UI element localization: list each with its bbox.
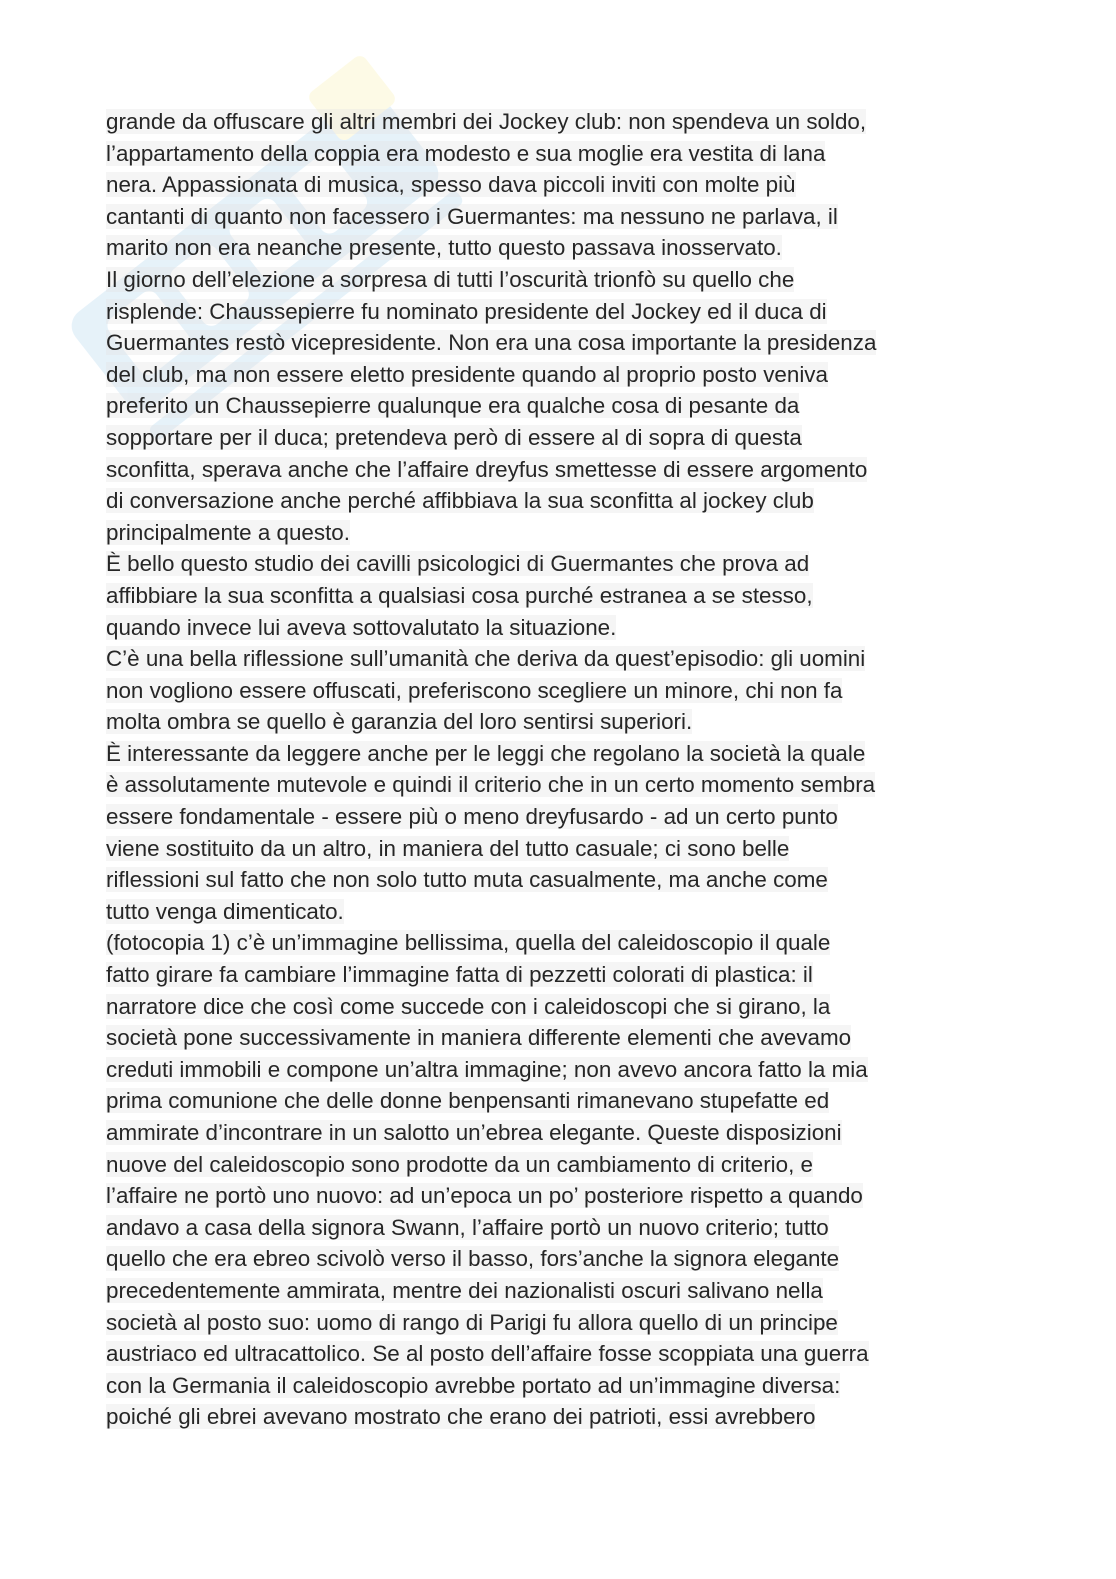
text-line-content: poiché gli ebrei avevano mostrato che erano dei patrioti, essi avrebbero [106, 1404, 816, 1430]
text-line-content: risplende: Chaussepierre fu nominato presidente del Jockey ed il duca di [106, 298, 827, 324]
text-line-content: fatto girare fa cambiare l’immagine fatta di pezzetti colorati di plastica: il [106, 962, 813, 988]
text-line [106, 1085, 1016, 1117]
text-line [106, 1180, 1016, 1212]
text-line [106, 201, 1016, 233]
text-line [106, 959, 1016, 991]
text-line [106, 422, 1016, 454]
text-line [106, 1338, 1016, 1370]
text-line [106, 991, 1016, 1023]
text-line-content: È interessante da leggere anche per le leggi che regolano la società la quale [106, 740, 866, 766]
text-line [106, 1054, 1016, 1086]
text-line-content: preferito un Chaussepierre qualunque era qualche cosa di pesante da [106, 393, 800, 419]
text-line [106, 390, 1016, 422]
text-line [106, 138, 1016, 170]
text-line-content: grande da offuscare gli altri membri dei Jockey club: non spendeva un soldo, [106, 109, 867, 134]
text-line [106, 801, 1016, 833]
text-line-content: nuove del caleidoscopio sono prodotte da un cambiamento di criterio, e [106, 1151, 813, 1177]
text-line [106, 706, 1016, 738]
text-line-content: sopportare per il duca; pretendeva però di essere al di sopra di questa [106, 424, 802, 450]
text-line-content: marito non era neanche presente, tutto questo passava inosservato. [106, 235, 782, 261]
text-line [106, 327, 1016, 359]
text-line-content: quello che era ebreo scivolò verso il basso, fors’anche la signora elegante [106, 1246, 840, 1272]
text-line-content: cantanti di quanto non facessero i Guermantes: ma nessuno ne parlava, il [106, 203, 838, 229]
text-line [106, 1212, 1016, 1244]
text-line-content: C’è una bella riflessione sull’umanità che deriva da quest’episodio: gli uomini [106, 646, 866, 672]
text-line-content: andavo a casa della signora Swann, l’affaire portò un nuovo criterio; tutto [106, 1214, 829, 1240]
text-line-content: tutto venga dimenticato. [106, 898, 344, 924]
text-line [106, 864, 1016, 896]
text-line-content: narratore dice che così come succede con i caleidoscopi che si girano, la [106, 993, 831, 1019]
text-line [106, 612, 1016, 644]
text-line-content: l’affaire ne portò uno nuovo: ad un’epoca un po’ posteriore rispetto a quando [106, 1183, 863, 1209]
text-line-content: (fotocopia 1) c’è un’immagine bellissima, quella del caleidoscopio il quale [106, 930, 831, 956]
text-line [106, 1307, 1016, 1339]
text-line-content: viene sostituito da un altro, in maniera del tutto casuale; ci sono belle [106, 835, 790, 861]
text-line-content: precedentemente ammirata, mentre dei nazionalisti oscuri salivano nella [106, 1277, 823, 1303]
text-line [106, 264, 1016, 296]
text-line-content: affibbiare la sua sconfitta a qualsiasi cosa purché estranea a se stesso, [106, 582, 813, 608]
text-line [106, 359, 1016, 391]
text-line [106, 517, 1016, 549]
text-line [106, 1370, 1016, 1402]
text-line [106, 927, 1016, 959]
text-line-content: di conversazione anche perché affibbiava la sua sconfitta al jockey club [106, 488, 814, 514]
text-line [106, 769, 1016, 801]
text-line-content: società al posto suo: uomo di rango di Parigi fu allora quello di un principe [106, 1309, 838, 1335]
text-line [106, 738, 1016, 770]
text-line [106, 896, 1016, 928]
text-line [106, 454, 1016, 486]
text-line [106, 1149, 1016, 1181]
text-line [106, 1275, 1016, 1307]
text-line-content: prima comunione che delle donne benpensanti rimanevano stupefatte ed [106, 1088, 830, 1114]
text-line-content: essere fondamentale - essere più o meno dreyfusardo - ad un certo punto [106, 804, 838, 830]
text-line [106, 675, 1016, 707]
text-line-content: creduti immobili e compone un’altra immagine; non avevo ancora fatto la mia [106, 1056, 868, 1082]
text-line-content: con la Germania il caleidoscopio avrebbe portato ad un’immagine diversa: [106, 1372, 841, 1398]
text-line-content: sconfitta, sperava anche che l’affaire dreyfus smettesse di essere argomento [106, 456, 868, 482]
text-line-content: società pone successivamente in maniera differente elementi che avevamo [106, 1025, 852, 1051]
text-line-content: riflessioni sul fatto che non solo tutto muta casualmente, ma anche come [106, 867, 828, 893]
text-line-content: quando invece lui aveva sottovalutato la situazione. [106, 614, 617, 640]
text-line-content: molta ombra se quello è garanzia del loro sentirsi superiori. [106, 709, 693, 735]
text-line [106, 232, 1016, 264]
text-line [106, 169, 1016, 201]
text-line-content: è assolutamente mutevole e quindi il criterio che in un certo momento sembra [106, 772, 876, 798]
text-line-content: È bello questo studio dei cavilli psicologici di Guermantes che prova ad [106, 551, 810, 577]
text-line [106, 833, 1016, 865]
text-line [106, 1022, 1016, 1054]
text-line-content: ammirate d’incontrare in un salotto un’ebrea elegante. Queste disposizioni [106, 1120, 842, 1145]
text-line-content: del club, ma non essere eletto presidente quando al proprio posto veniva [106, 361, 828, 387]
text-line-content: nera. Appassionata di musica, spesso dava piccoli inviti con molte più [106, 172, 796, 198]
text-line-content: Guermantes restò vicepresidente. Non era una cosa importante la presidenza [106, 330, 877, 356]
document-body [106, 106, 1016, 1433]
text-line [106, 1401, 1016, 1433]
text-line [106, 296, 1016, 328]
text-line [106, 106, 1016, 138]
text-line-content: austriaco ed ultracattolico. Se al posto dell’affaire fosse scoppiata una guerra [106, 1341, 869, 1367]
text-line [106, 643, 1016, 675]
text-line [106, 580, 1016, 612]
text-line [106, 1117, 1016, 1149]
text-line [106, 548, 1016, 580]
text-line-content: l’appartamento della coppia era modesto e sua moglie era vestita di lana [106, 140, 826, 166]
text-line-content: principalmente a questo. [106, 519, 350, 545]
text-line-content: Il giorno dell’elezione a sorpresa di tutti l’oscurità trionfò su quello che [106, 266, 795, 292]
text-line-content: non vogliono essere offuscati, preferiscono scegliere un minore, chi non fa [106, 677, 843, 703]
text-line [106, 1243, 1016, 1275]
text-line [106, 485, 1016, 517]
